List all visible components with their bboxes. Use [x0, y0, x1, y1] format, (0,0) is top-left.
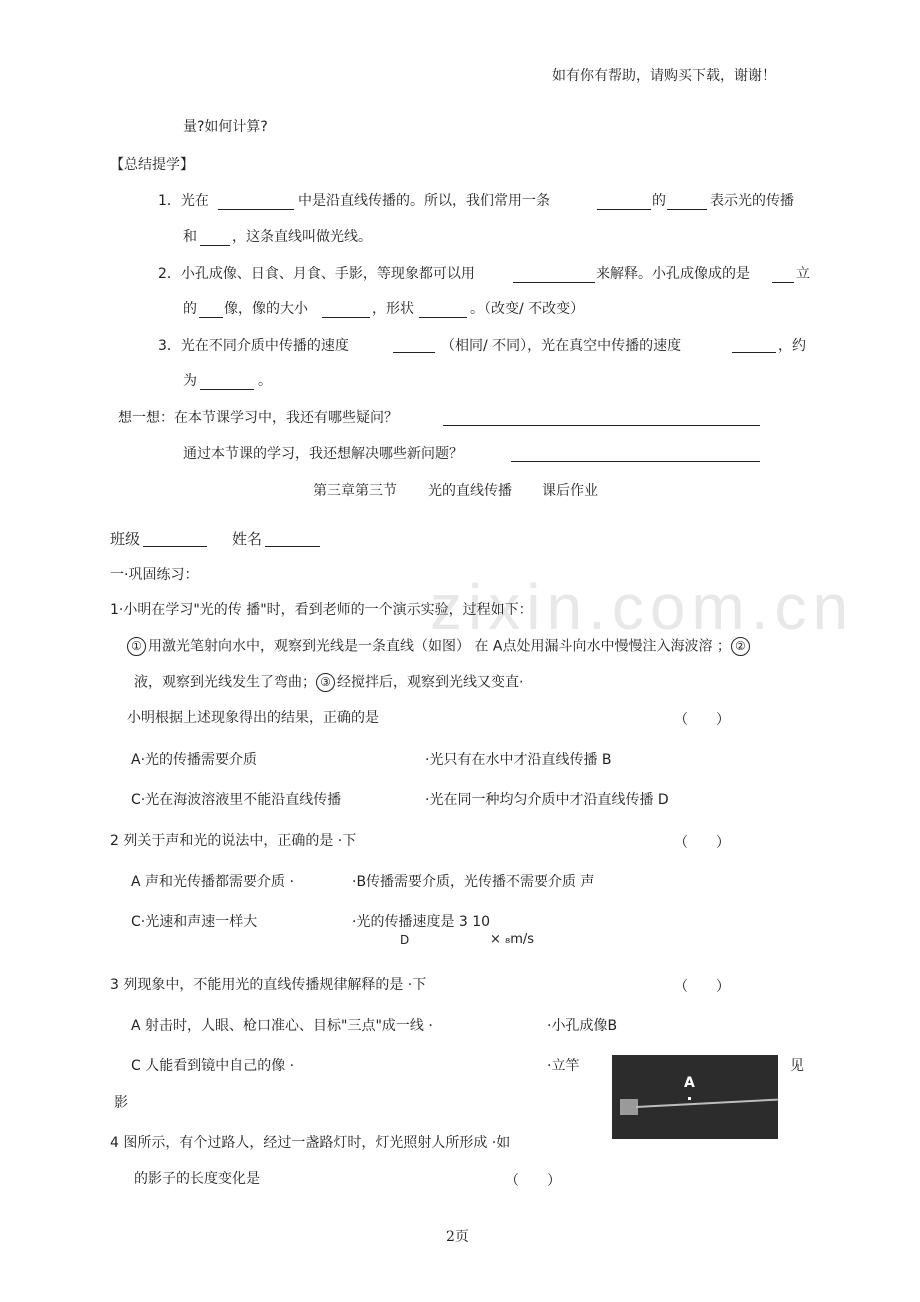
summary-1-c: 的: [652, 193, 666, 209]
think-question-1: 想一想：在本节课学习中，我还有哪些疑问？: [118, 410, 398, 426]
blank: [200, 245, 230, 246]
blank: [218, 209, 294, 210]
summary-1-d: 表示光的传播: [710, 193, 794, 209]
summary-2-e: 像，像的大小: [224, 301, 308, 317]
q2-option-b: ·B传播需要介质，光传播不需要介质 声: [352, 874, 595, 890]
q1-line2-a: 液，观察到光线发生了弯曲；: [134, 674, 316, 691]
class-label: 班级: [110, 530, 141, 548]
q4-line2: 的影子的长度变化是: [134, 1171, 260, 1187]
q3-stem: 3 列现象中，不能用光的直线传播规律解释的是 ·下: [110, 977, 427, 993]
summary-1-b: 中是沿直线传播的。所以，我们常用一条: [298, 193, 550, 209]
q1-stem: 1·小明在学习"光的传 播"时，看到老师的一个演示实验，过程如下：: [110, 602, 533, 618]
summary-2-g: 。（改变/ 不改变）: [470, 301, 585, 317]
think-question-2: 通过本节课的学习，我还想解决哪些新问题？: [183, 446, 463, 462]
summary-2-d: 的: [183, 301, 197, 317]
q1-option-a: A·光的传播需要介质: [131, 752, 258, 768]
summary-2-b: 来解释。小孔成像成的是: [596, 266, 750, 282]
q1-answer-paren: （ ）: [674, 712, 730, 728]
summary-3-d: 为: [183, 373, 197, 389]
blank: [322, 317, 370, 318]
summary-3-c: ，约: [778, 338, 806, 354]
q2-option-d-label: D: [400, 933, 410, 947]
section-title-3: 课后作业: [542, 483, 598, 499]
q1-step1-marker: ①: [127, 637, 146, 656]
q3-option-c: C 人能看到镜中自己的像 ·: [131, 1058, 295, 1074]
summary-2-f: ，形状: [372, 301, 414, 317]
q1-line1-text: 用激光笔射向水中，观察到光线是一条直线（如图） 在 A点处用漏斗向水中慢慢注入海波溶 ；: [148, 638, 731, 655]
summary-2-a: 2．小孔成像、日食、月食、手影，等现象都可以用: [158, 266, 475, 282]
q4-stem: 4 图所示，有个过路人，经过一盏路灯时，灯光照射人所形成 ·如: [110, 1135, 511, 1151]
laser-beam: [636, 1099, 778, 1108]
q3-option-d-c: 影: [114, 1095, 128, 1111]
blank: [597, 209, 651, 210]
section-title-1: 第三章第三节: [313, 483, 397, 499]
watermark: zixin.com.cn: [430, 571, 855, 643]
q1-option-b: ·光只有在水中才沿直线传播 B: [425, 752, 612, 768]
q1-option-d: ·光在同一种均匀介质中才沿直线传播 D: [425, 792, 669, 808]
q3-option-a: A 射击时，人眼、枪口准心、目标"三点"成一线 ·: [131, 1018, 433, 1034]
blank: [513, 282, 595, 283]
answer-line: [511, 461, 760, 462]
summary-1-a: 1．光在: [158, 193, 209, 209]
blank: [419, 317, 467, 318]
laser-experiment-figure: [612, 1055, 778, 1139]
q1-line2-b: 经搅拌后，观察到光线又变直·: [337, 674, 524, 691]
summary-2-c: 立: [796, 266, 810, 282]
header-note: 如有你有帮助，请购买下载，谢谢！: [552, 68, 776, 84]
top-text: 量?如何计算?: [183, 119, 268, 135]
name-label: 姓名: [232, 530, 263, 548]
q1-line1: [127, 637, 752, 656]
exercise-title: 一·巩固练习：: [110, 567, 199, 583]
class-field: [143, 546, 207, 547]
answer-line: [443, 425, 760, 426]
q2-option-d: ·光的传播速度是 3 10: [352, 914, 491, 930]
q3-option-d-a: ·立竿: [547, 1058, 580, 1074]
q1-step3-marker: ③: [316, 673, 335, 692]
section-title-2: 光的直线传播: [428, 483, 512, 499]
q1-option-c: C·光在海波溶液里不能沿直线传播: [131, 792, 342, 808]
q2-stem: 2 列关于声和光的说法中，正确的是 ·下: [110, 833, 357, 849]
blank: [772, 282, 794, 283]
summary-1-e: 和: [183, 229, 197, 245]
summary-3-a: 3．光在不同介质中传播的速度: [158, 338, 349, 354]
figure-point-marker: [688, 1097, 691, 1100]
figure-point-label: A: [684, 1075, 695, 1091]
blank: [667, 209, 707, 210]
blank: [199, 317, 223, 318]
page-number: 2页: [446, 1229, 469, 1245]
q1-step2-marker: ②: [731, 637, 750, 656]
q2-option-d-unit: × ₈m/s: [490, 932, 535, 947]
summary-3-e: 。: [258, 373, 272, 389]
blank: [200, 389, 254, 390]
blank: [732, 352, 776, 353]
q2-answer-paren: （ ）: [674, 835, 730, 851]
q4-answer-paren: （ ）: [505, 1173, 561, 1189]
q1-line3: 小明根据上述现象得出的结果，正确的是: [127, 710, 379, 726]
q2-option-a: A 声和光传播都需要介质 ·: [131, 874, 294, 890]
summary-title: 【总结提学】: [110, 157, 194, 173]
q3-option-d-b: 见: [790, 1058, 804, 1074]
q3-option-b: ·小孔成像B: [547, 1018, 618, 1034]
summary-3-b: （相同/ 不同），光在真空中传播的速度: [441, 338, 682, 354]
q3-answer-paren: （ ）: [674, 979, 730, 995]
summary-1-f: ，这条直线叫做光线。: [232, 229, 372, 245]
q1-line2: [134, 673, 523, 692]
q2-option-c: C·光速和声速一样大: [131, 914, 258, 930]
name-field: [265, 546, 320, 547]
blank: [393, 352, 435, 353]
